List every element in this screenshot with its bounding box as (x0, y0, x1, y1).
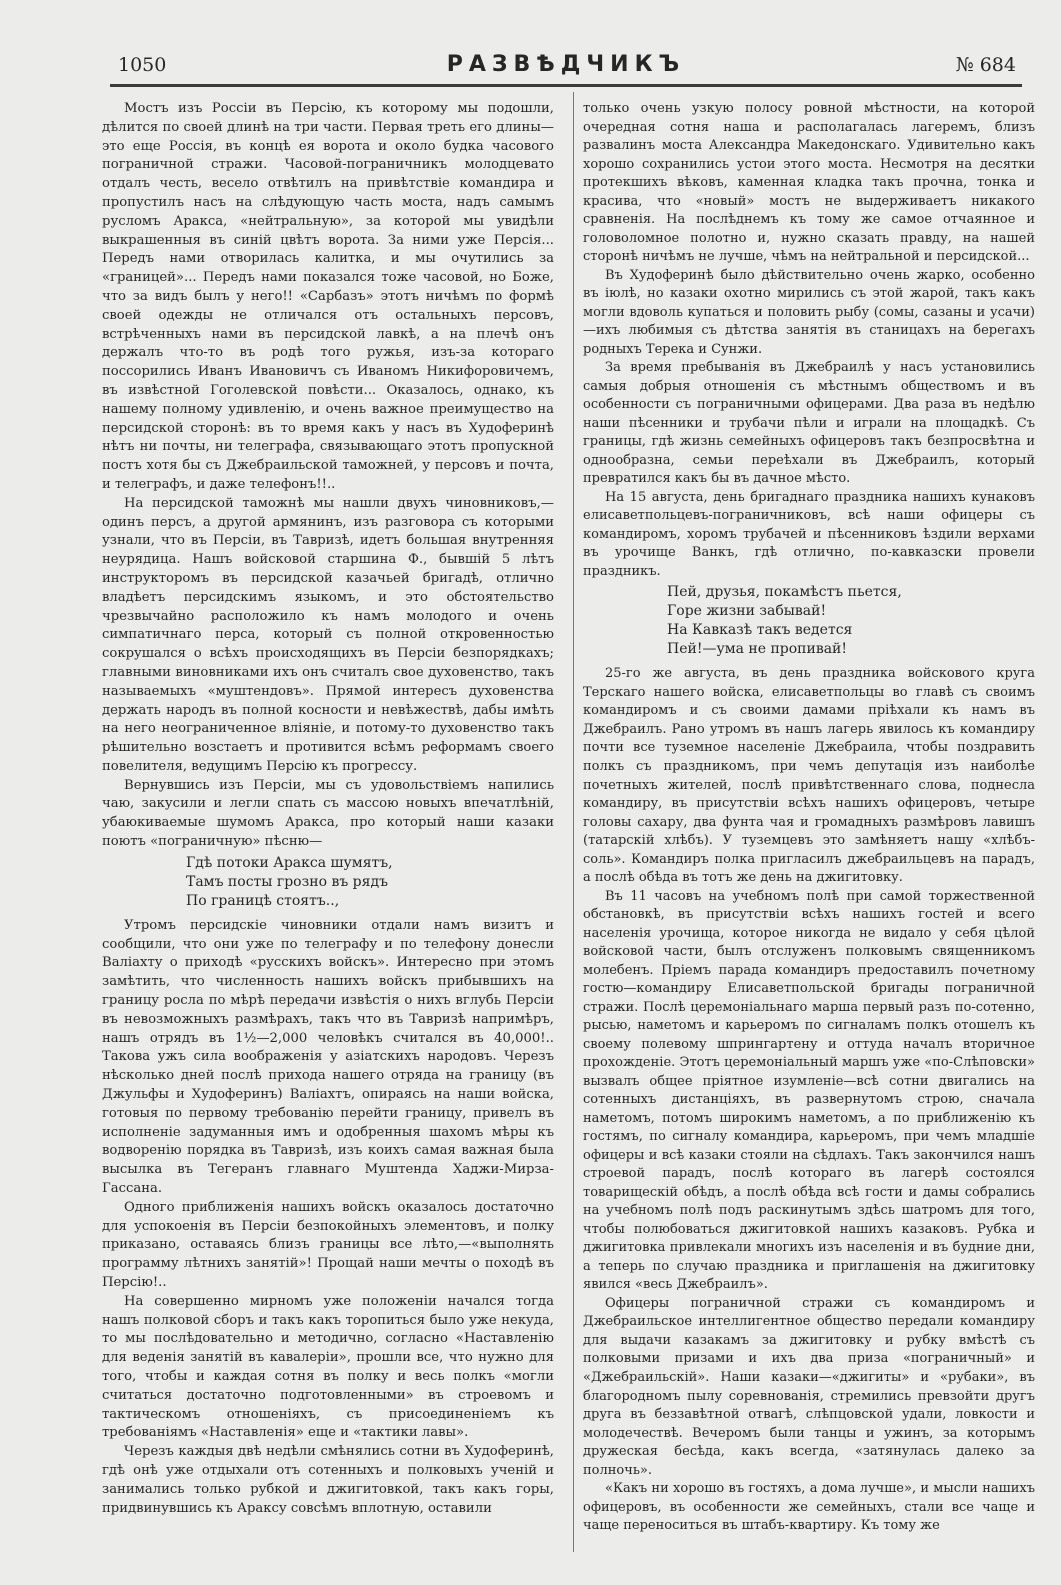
paragraph: Въ 11 часовъ на учебномъ полѣ при самой торжественной обстановкѣ, въ присутствiи всѣхъ нашихъ гостей и всего населенiя урочища, которое никогда не видало у себя цѣлой войсковой части, былъ отслуженъ полковымъ священникомъ молебенъ. Прiемъ парада командиръ предоставилъ почетному гостю—командиру Елисаветпольской бригады пограничной стражи. Послѣ церемонiальнаго марша первый разъ по-сотенно, рысью, наметомъ и карьеромъ по сигналамъ полкъ отошелъ къ своему полевому шпрингартену и оттуда началъ вторичное прохожденiе. Этотъ церемонiальный маршъ уже «по-Слѣповски» вызвалъ общее прiятное изумленiе—всѣ сотни двигались на сотенныхъ дистанцiяхъ, въ развернутомъ строю, сначала наметомъ, потомъ широкимъ наметомъ, а по приближенiю къ гостямъ, по сигналу командира, карьеромъ, при чемъ младшiе офицеры и всѣ казаки стояли на сѣдлахъ. Такъ закончился нашъ строевой парадъ, послѣ котораго въ лагерѣ состоялся товарищескiй обѣдъ, а послѣ обѣда всѣ гости и дамы собрались на учебномъ полѣ подъ раскинутымъ здѣсь шатромъ для того, чтобы полюбоваться джигитовкой нашихъ казаковъ. Рубка и джигитовка привлекали многихъ изъ населенiя и въ будние дни, а теперь по случаю праздника и приглашенiя на джигитовку явился «весь Джебраилъ». (583, 888, 1035, 1293)
paragraph: Офицеры пограничной стражи съ командиромъ и Джебраильское интеллигентное общество передали командиру для выдачи казакамъ за джигитовку и рубку вмѣстѣ съ полковыми призами и ихъ два приза «пограничный» и «Джебраильскiй». Наши казаки—«джигиты» и «рубаки», въ благородномъ пылу соревнованiя, стремились превзойти другъ друга въ беззавѣтной отвагѣ, слѣпцовской удали, ловкости и молодечествѣ. Вечеромъ были танцы и ужинъ, за которымъ дружеская бесѣда, какъ всегда, «затянулась далеко за полночь». (583, 1295, 1035, 1478)
paragraph: только очень узкую полосу ровной мѣстности, на которой очередная сотня наша и располагалась лагеремъ, близъ развалинъ моста Александра Македонскаго. Удивительно какъ хорошо сохранились устои этого моста. Несмотря на десятки протекшихъ вѣковъ, каменная кладка такъ прочна, тонка и красива, что «новый» мостъ не выдерживаетъ никакого сравненiя. На послѣднемъ къ тому же самое отчаянное и головоломное полотно и, нужно сказать правду, на нашей сторонѣ ничѣмъ не лучше, чѣмъ на нейтральной и персидской... (583, 101, 1035, 265)
verse-line: Гдѣ потоки Аракса шумятъ, (186, 854, 393, 871)
verse-line: Тамъ посты грозно въ рядъ (186, 873, 389, 890)
paragraph: 25-го же августа, въ день праздника войскового круга Терскаго нашего войска, елисаветпольцы во главѣ съ своимъ командиромъ и съ своими дамами прiѣхали къ намъ въ Джебраилъ. Рано утромъ въ нашъ лагерь явилось къ командиру почти все туземное населенiе Джебраила, чтобы поздравить полкъ съ праздникомъ, при чемъ депутацiя изъ наиболѣе почетныхъ жителей, послѣ привѣтственнаго слова, поднесла командиру, въ присутствiи всѣхъ нашихъ офицеровъ, четыре головы сахару, два фунта чая и громадныхъ размѣровъ лавишъ (татарскiй хлѣбъ). У туземцевъ это замѣняетъ нашу «хлѣбъ-соль». Командиръ полка пригласилъ джебраильцевъ на парадъ, а послѣ обѣда въ тотъ же день на джигитовку. (583, 666, 1035, 886)
verse-line: По границѣ стоятъ.., (186, 892, 340, 909)
verse-block (667, 583, 1035, 659)
column-divider (573, 92, 574, 1552)
paragraph: Мостъ изъ Россiи въ Персiю, къ которому мы подошли, дѣлится по своей длинѣ на три части. Первая треть его длины—это еще Россiя, въ концѣ ея ворота и около будка часового пограничной стражи. Часовой-пограничникъ молодцевато отдалъ честь, весело отвѣтилъ на привѣтствiе командира и пропустилъ насъ на слѣдующую часть моста, надъ самымъ русломъ Аракса, «нейтральную», за которой мы увидѣли выкрашенныя въ синiй цвѣтъ ворота. За ними уже Персiя... Передъ нами отворилась калитка, и мы очутились за «границей»... Передъ нами показался тоже часовой, но Боже, что за видъ былъ у него!! «Сарбазъ» этотъ ничѣмъ по формѣ своей одежды не отличался отъ остальныхъ персовъ, встрѣченныхъ нами въ персидской лавкѣ, а на плечѣ онъ держалъ что-то въ родѣ того ружья, изъ-за котораго поссорились Иванъ Ивановичъ съ Иваномъ Никифоровичемъ, въ извѣстной Гоголевской повѣсти... Оказалось, однако, къ нашему полному удивленiю, и очень важное преимущество на персидской сторонѣ: въ то время какъ у насъ въ Худоферинѣ нѣтъ ни почты, ни телеграфа, связывающаго этотъ пропускной постъ хотя бы съ Джебраильской таможней, у персовъ и почта, и телеграфъ, и даже телефонъ!!.. (102, 101, 554, 492)
paragraph: Утромъ персидскiе чиновники отдали намъ визитъ и сообщили, что они уже по телеграфу и по телефону донесли Валiахту о приходѣ «русскихъ войскъ». Интересно при этомъ замѣтить, что численность нашихъ войскъ прибывшихъ на границу росла по мѣрѣ передачи извѣстiя о нихъ вглубь Персiи въ невозможныхъ размѣрахъ, такъ что въ Тавризѣ напримѣръ, нашъ отрядъ въ 1½—2,000 человѣкъ считался въ 40,000!.. Такова ужъ сила воображенiя у азiатскихъ народовъ. Черезъ нѣсколько дней послѣ прихода нашего отряда на границу (въ Джульфы и Худоферинъ) Валiахтъ, опираясь на наши войска, готовыя по первому требованiю перейти границу, привелъ въ исполненiе задуманныя имъ и одобренныя шахомъ мѣры къ водворенiю порядка въ Тавризѣ, изъ коихъ самая важная была высылка въ Тегеранъ главнаго Муштенда Хаджи-Мирза-Гассана. (102, 917, 554, 1197)
paragraph: На персидской таможнѣ мы нашли двухъ чиновниковъ,—одинъ персъ, а другой армянинъ, изъ разговора съ которыми узнали, что въ Персiи, въ Тавризѣ, идетъ большая внутренняя неурядица. Нашъ войсковой старшина Ф., бывшiй 5 лѣтъ инструкторомъ въ персидской казачьей бригадѣ, отлично владѣетъ персидскимъ языкомъ, и это обстоятельство чрезвычайно расположило къ намъ молодого и очень симпатичнаго перса, который съ полной откровенностью сокрушался о всѣхъ происходящихъ въ Персiи безпорядкахъ; главными виновниками ихъ онъ считалъ свое духовенство, такъ называемыхъ «муштендовъ». Прямой интересъ духовенства держать народъ въ полной косности и невѣжествѣ, дабы имѣть на него неограниченное влiянiе, и потому-то духовенство такъ рѣшительно возстаетъ и противится всѣмъ реформамъ своего повелителя, ведущимъ Персiю къ прогрессу. (102, 495, 554, 774)
paragraph: На 15 августа, день бригаднаго праздника нашихъ кунаковъ елисаветпольцевъ-пограничниковъ, всѣ наши офицеры съ командиромъ, хоромъ трубачей и пѣсенниковъ ѣздили верхами въ урочище Ванкъ, гдѣ отлично, по-кавказски провели праздникъ. (583, 489, 1035, 579)
publication-title: РАЗВѢДЧИКЪ (446, 52, 686, 77)
right-column (583, 100, 1035, 1536)
paragraph: За время пребыванiя въ Джебраилѣ у насъ установились самыя добрыя отношенiя съ мѣстнымъ обществомъ и въ особенности съ пограничными офицерами. Два раза въ недѣлю наши пѣсенники и трубачи пѣли и играли на площадкѣ. Съ границы, гдѣ жизнь семейныхъ офицеровъ такъ безпросвѣтна и однообразна, семьи переѣхали въ Джебраилъ, который превратился какъ бы въ дачное мѣсто. (583, 360, 1035, 487)
verse-line: Пей, друзья, покамѣстъ пьется, (667, 584, 902, 601)
paragraph: На совершенно мирномъ уже положенiи начался тогда нашъ полковой сборъ и такъ какъ торопиться было уже некуда, то мы послѣдовательно и методично, согласно «Наставленiю для веденiя занятiй въ кавалерiи», прошли все, что нужно для того, чтобы и каждая сотня въ полку и весь полкъ «могли считаться достаточно подготовленными» въ строевомъ и тактическомъ отношенiяхъ, съ присоединенiемъ къ требованiямъ «Наставленiя» еще и «тактики лавы». (102, 1293, 554, 1441)
header-rule (110, 84, 1022, 87)
page-number: 1050 (118, 54, 167, 76)
paragraph: Въ Худоферинѣ было дѣйствительно очень жарко, особенно въ iюлѣ, но казаки охотно мирились съ этой жарой, такъ какъ могли вдоволь купаться и половить рыбу (сомы, сазаны и усачи)—ихъ любимыя съ дѣтства занятiя въ станицахъ на берегахъ родныхъ Терека и Сунжи. (583, 267, 1035, 357)
left-column (102, 100, 554, 1518)
paragraph: «Какъ ни хорошо въ гостяхъ, а дома лучше», и мысли нашихъ офицеровъ, въ особенности же семейныхъ, стали все чаще и чаще переноситься въ штабъ-квартиру. Къ тому же (583, 1481, 1035, 1534)
paragraph: Одного приближенiя нашихъ войскъ оказалось достаточно для успокоенiя въ Персiи безпокойныхъ элементовъ, и полку приказано, оставаясь близъ границы все лѣто,—«выполнять программу лѣтнихъ занятiй»! Прощай наши мечты о походѣ въ Персiю!.. (102, 1199, 554, 1291)
verse-line: Пей!—ума не пропивай! (667, 641, 848, 658)
paragraph: Вернувшись изъ Персiи, мы съ удовольствiемъ напились чаю, закусили и легли спать съ массою новыхъ впечатлѣнiй, убаюкиваемые шумомъ Аракса, про который наши казаки поютъ «пограничную» пѣсню— (102, 777, 554, 850)
verse-line: На Кавказѣ такъ ведется (667, 622, 853, 639)
issue-number: № 684 (955, 54, 1016, 76)
paragraph: Черезъ каждыя двѣ недѣли смѣнялись сотни въ Худоферинѣ, гдѣ онѣ уже отдыхали отъ сотенныхъ и полковыхъ ученiй и занимались только рубкой и джигитовкой, такъ какъ горы, придвинувшись къ Араксу совсѣмъ вплотную, оставили (102, 1444, 554, 1516)
verse-line: Горе жизни забывай! (667, 603, 827, 620)
page-header (110, 46, 1022, 86)
verse-block (186, 854, 554, 911)
